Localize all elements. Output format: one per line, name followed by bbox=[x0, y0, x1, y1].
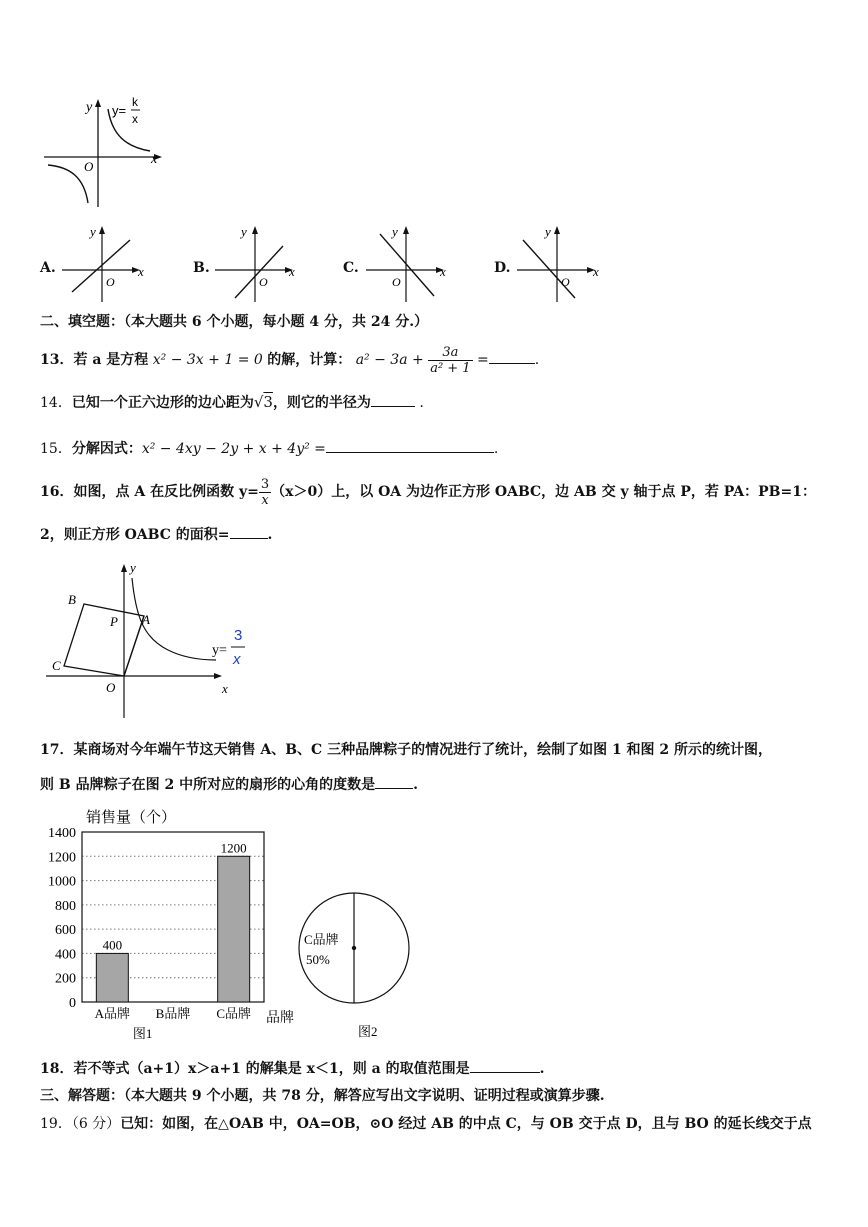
option-c-label: C. bbox=[343, 260, 359, 276]
function-prefix: y= bbox=[112, 103, 127, 118]
question-17-line2: 则 B 品牌粽子在图 2 中所对应的扇形的心角的度数是 . bbox=[40, 774, 418, 795]
svg-text:y=: y= bbox=[212, 643, 227, 658]
svg-text:y: y bbox=[90, 224, 96, 239]
y-tick-label: 800 bbox=[55, 898, 76, 914]
svg-text:y: y bbox=[241, 224, 247, 239]
question-16: 16．如图，点 A 在反比例函数 y= $\frac{3}{x}$ （x＞0）上，以 OA 为边作正方形 OABC，边 AB 交 y 轴于点 P，若 PA：PB=1： bbox=[40, 476, 816, 508]
option-d-label: D. bbox=[494, 260, 511, 276]
y-axis-title: 销售量（个） bbox=[86, 810, 177, 826]
question-16-line2: 2，则正方形 OABC 的面积= . bbox=[40, 524, 272, 545]
function-denominator: x bbox=[132, 112, 138, 126]
svg-text:x: x bbox=[233, 651, 241, 668]
answer-blank-13[interactable] bbox=[489, 349, 535, 364]
answer-blank-17[interactable] bbox=[375, 774, 413, 789]
section-2-heading: 二、填空题：（本大题共 6 个小题，每小题 4 分，共 24 分.） bbox=[40, 314, 429, 330]
option-a-label: A. bbox=[40, 260, 56, 276]
answer-blank-14[interactable] bbox=[371, 392, 415, 407]
svg-text:C: C bbox=[52, 658, 61, 673]
square-oabc-figure bbox=[40, 558, 290, 720]
y-tick-label: 0 bbox=[69, 996, 76, 1011]
bar bbox=[218, 856, 250, 1002]
x-axis-label: x bbox=[151, 152, 158, 167]
answer-blank-18[interactable] bbox=[470, 1058, 540, 1073]
svg-text:x: x bbox=[222, 681, 228, 696]
section-3-heading: 三、解答题：（本大题共 9 个小题，共 78 分，解答应写出文字说明、证明过程或演算步骤. bbox=[40, 1088, 605, 1104]
svg-text:O: O bbox=[259, 275, 268, 289]
y-tick-label: 600 bbox=[55, 923, 76, 939]
y-tick-label: 1000 bbox=[48, 874, 76, 890]
svg-text:O: O bbox=[392, 275, 401, 289]
bar-chart bbox=[30, 802, 320, 1042]
question-13: 13．若 a 是方程 x² − 3x + 1 = 0 的解，计算： a² − 3a + $\frac{3a}{\text{a² + 1}}$ = . bbox=[40, 344, 540, 376]
svg-text:x: x bbox=[289, 264, 295, 279]
svg-text:x: x bbox=[593, 264, 599, 279]
svg-text:O: O bbox=[106, 275, 115, 289]
svg-text:x: x bbox=[440, 264, 446, 279]
svg-text:A: A bbox=[142, 612, 150, 627]
bar bbox=[96, 953, 128, 1002]
x-axis-title: 品牌 bbox=[266, 1011, 294, 1026]
question-15: 15．分解因式：x² − 4xy − 2y + x + 4y² = . bbox=[40, 438, 498, 459]
question-17-line1: 17．某商场对今年端午节这天销售 A、B、C 三种品牌粽子的情况进行了统计，绘制了如图 1 和图 2 所示的统计图， bbox=[40, 742, 773, 758]
question-19: 19．（6 分）已知：如图，在△OAB 中，OA=OB，⊙O 经过 AB 的中点 C，与 OB 交于点 D，且与 BO 的延长线交于点 bbox=[40, 1116, 812, 1132]
option-b-label: B. bbox=[193, 260, 210, 276]
svg-text:x: x bbox=[138, 264, 144, 279]
inverse-function-graph bbox=[40, 95, 170, 210]
y-axis-label: y bbox=[86, 100, 93, 115]
svg-text:O: O bbox=[561, 275, 570, 289]
option-c-graph bbox=[362, 222, 454, 304]
y-tick-label: 1200 bbox=[48, 850, 76, 866]
svg-text:O: O bbox=[106, 680, 116, 695]
option-a-graph bbox=[58, 222, 150, 304]
svg-text:y: y bbox=[392, 224, 398, 239]
y-tick-label: 400 bbox=[55, 947, 76, 963]
svg-text:P: P bbox=[110, 614, 118, 629]
pie-caption: 图2 bbox=[358, 1024, 378, 1039]
svg-text:B: B bbox=[68, 592, 76, 607]
answer-blank-15[interactable] bbox=[326, 438, 494, 453]
svg-text:y: y bbox=[545, 224, 551, 239]
y-tick-label: 1400 bbox=[48, 826, 76, 841]
category-label: A品牌 bbox=[94, 1006, 131, 1021]
data-label: 1200 bbox=[220, 840, 247, 856]
svg-text:y: y bbox=[130, 560, 136, 575]
category-label: C品牌 bbox=[216, 1006, 252, 1021]
answer-blank-16[interactable] bbox=[230, 524, 268, 539]
category-label: B品牌 bbox=[155, 1006, 191, 1021]
y-tick-label: 200 bbox=[55, 971, 76, 987]
option-b-graph bbox=[211, 222, 303, 304]
pie-percent: 50% bbox=[306, 952, 330, 967]
function-numerator: k bbox=[132, 95, 138, 109]
svg-text:3: 3 bbox=[234, 627, 243, 644]
pie-label: C品牌 bbox=[304, 932, 339, 947]
question-18: 18．若不等式（a+1）x＞a+1 的解集是 x＜1，则 a 的取值范围是 . bbox=[40, 1058, 544, 1079]
data-label: 400 bbox=[102, 937, 123, 953]
origin-label: O bbox=[84, 159, 94, 174]
option-d-graph bbox=[513, 222, 605, 304]
chart-caption: 图1 bbox=[132, 1026, 153, 1041]
question-14: 14．已知一个正六边形的边心距为√3，则它的半径为 . bbox=[40, 393, 424, 411]
pie-chart bbox=[296, 888, 416, 1040]
